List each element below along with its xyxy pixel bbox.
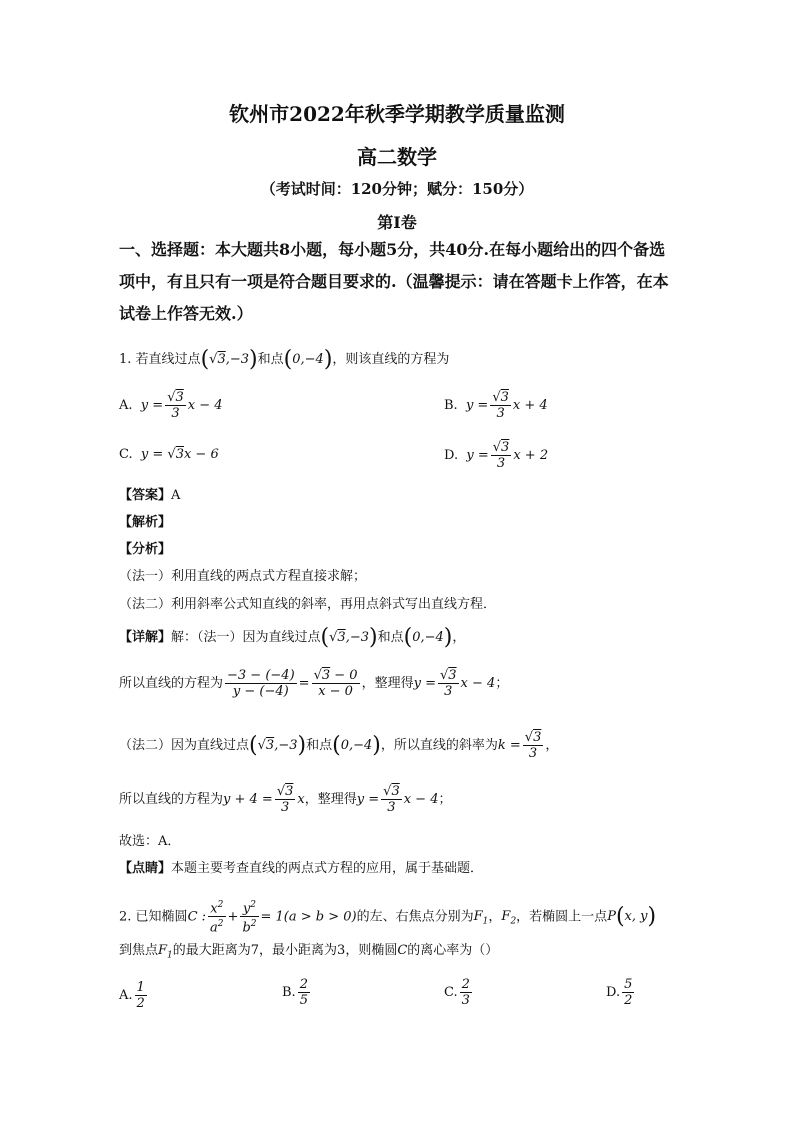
q1-option-c[interactable]: C. y = √3x − 6: [119, 447, 219, 462]
q2-option-c[interactable]: C. $\frac{2}{3}$: [444, 977, 470, 1008]
point-1: (√3,−3): [200, 347, 258, 372]
q1-fenxi-tag: 【分析】: [119, 542, 172, 557]
point-2: (0,−4): [283, 347, 333, 372]
q1-method-2: （法二）利用斜率公式知直线的斜率，再用点斜式写出直线方程．: [119, 597, 497, 612]
q1-line-3: 所以直线的方程为y + 4 = $\frac{√3}{3}$ x，整理得y = $\frac{√3}{3}$ x − 4；: [119, 784, 452, 815]
exam-subject: 高二数学: [357, 145, 437, 169]
q1-detail: 【详解】解：（法一）因为直线过点(√3,−3)和点(0,−4)，: [119, 625, 466, 650]
q2-option-d[interactable]: D. $\frac{5}{2}$: [606, 977, 633, 1008]
q1-line-1: 所以直线的方程为 $\frac{-3 - (-4)}{y - (-4)}$ = $\frac{√3 - 0}{x - 0}$ ，整理得y = $\frac{√3}{3}$ x − 4；: [119, 668, 509, 699]
q1-analysis-tag: 【解析】: [119, 515, 172, 530]
q1-method-1: （法一）利用直线的两点式方程直接求解；: [119, 569, 367, 584]
q1-option-a[interactable]: A. y = $\frac{√3}{3}$ x − 4: [119, 390, 223, 421]
q1-answer: 【答案】A: [119, 488, 181, 503]
q2-option-b[interactable]: B. $\frac{2}{5}$: [282, 977, 308, 1008]
q2-option-a[interactable]: A. $\frac{1}{2}$: [119, 980, 145, 1011]
exam-info: （考试时间：120分钟；赋分：150分）: [260, 180, 534, 198]
exam-title: 钦州市2022年秋季学期教学质量监测: [229, 102, 565, 126]
q1-option-b[interactable]: B. y = $\frac{√3}{3}$ x + 4: [444, 390, 548, 421]
section-instructions: 一、选择题：本大题共8小题，每小题5分，共40分.在每小题给出的四个备选项中，有且只有一项是符合题目要求的.（温馨提示：请在答题卡上作答，在本试卷上作答无效.）: [119, 240, 669, 323]
q1-comment: 【点睛】本题主要考查直线的两点式方程的应用，属于基础题．: [119, 861, 484, 876]
q2-stem: 2. 已知椭圆C : $\frac{x^2}{a^2}$ + $\frac{y^2}{b^2}$ = 1(a > b > 0)的左、右焦点分别为$F_1$，$F_2$，若椭圆上一点P(x, y): [119, 900, 657, 936]
volume-label: 第I卷: [377, 213, 417, 232]
q1-line-2: （法二）因为直线过点(√3,−3)和点(0,−4)，所以直线的斜率为k = $\frac{√3}{3}$ ，: [119, 730, 559, 761]
q2-stem-2: 到焦点$F_1$的最大距离为7，最小距离为3，则椭圆C的离心率为（）: [119, 943, 499, 961]
q1-choose: 故选：A．: [119, 834, 181, 849]
q1-option-d[interactable]: D. y = $\frac{√3}{3}$ x + 2: [444, 440, 549, 471]
q1-stem: 1. 若直线过点(√3,−3)和点(0,−4)，则该直线的方程为: [119, 347, 450, 372]
